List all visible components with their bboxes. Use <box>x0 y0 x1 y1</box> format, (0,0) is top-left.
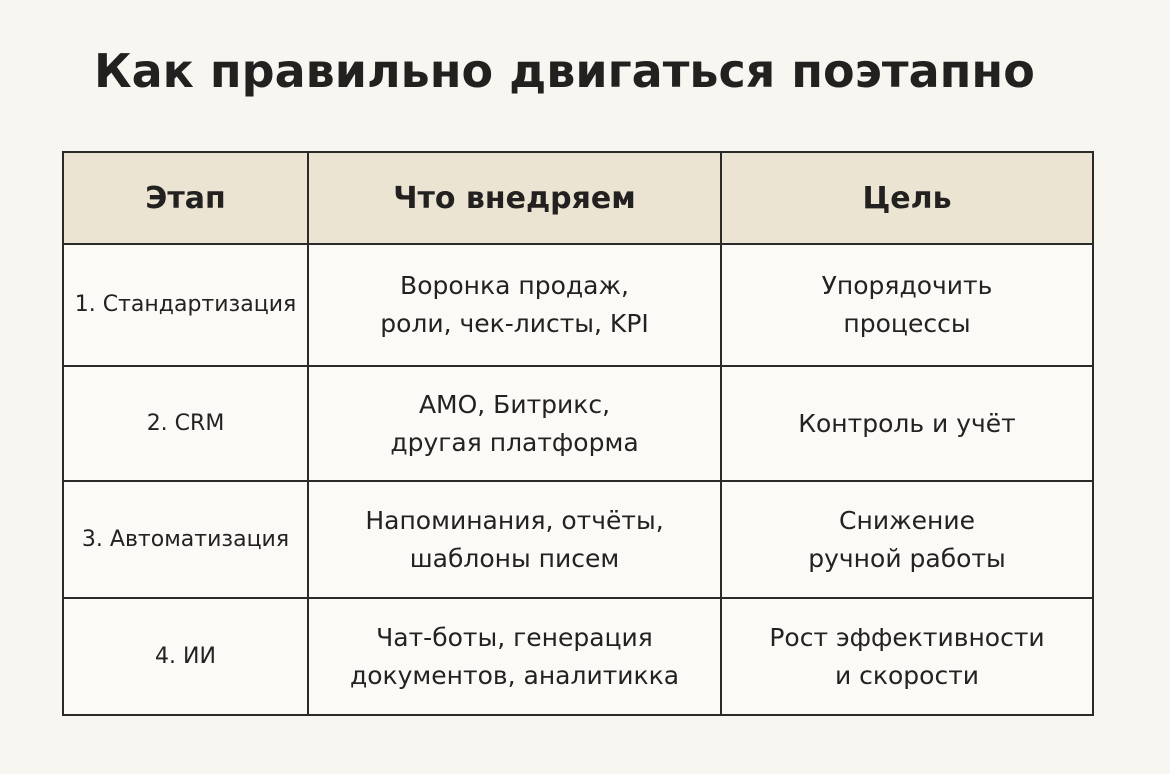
what-cell <box>308 598 721 715</box>
stage-cell: 2. CRM <box>63 366 308 481</box>
goal-cell <box>721 598 1093 715</box>
stage-cell: 3. Автоматизация <box>63 481 308 598</box>
what-line: АМО, Битрикс, <box>418 389 611 419</box>
goal-cell <box>721 366 1093 481</box>
stage-cell: 4. ИИ <box>63 598 308 715</box>
table-row <box>63 481 1093 598</box>
what-cell <box>308 244 721 366</box>
what-line: Воронка продаж, <box>400 271 629 300</box>
header-stage: Этап <box>63 152 308 244</box>
header-goal: Цель <box>721 152 1093 244</box>
table-row <box>63 244 1093 366</box>
what-line: шаблоны писем <box>409 543 620 573</box>
goal-cell <box>721 244 1093 366</box>
stage-cell: 1. Стандартизация <box>63 244 308 366</box>
what-line: документов, аналитикка <box>349 660 680 690</box>
goal-line: ручной работы <box>808 543 1006 573</box>
goal-line: Упорядочить <box>821 271 993 300</box>
roadmap-table <box>62 151 1094 716</box>
table-row <box>63 366 1093 481</box>
page-title: Как правильно двигаться поэтапно <box>94 44 1035 98</box>
goal-line: и скорости <box>834 660 980 690</box>
goal-line: Снижение <box>839 505 975 535</box>
what-line: Чат-боты, генерация <box>376 622 653 652</box>
what-line: Напоминания, отчёты, <box>365 505 664 535</box>
what-line: другая платформа <box>390 427 639 457</box>
table-row <box>63 598 1093 715</box>
what-cell <box>308 481 721 598</box>
goal-line: процессы <box>843 309 971 338</box>
what-cell <box>308 366 721 481</box>
table-header-row <box>63 152 1093 244</box>
what-line: роли, чек-листы, KPI <box>380 309 649 338</box>
header-what: Что внедряем <box>308 152 721 244</box>
goal-line: Рост эффективности <box>769 622 1045 652</box>
goal-cell <box>721 481 1093 598</box>
goal-line: Контроль и учёт <box>798 408 1016 438</box>
